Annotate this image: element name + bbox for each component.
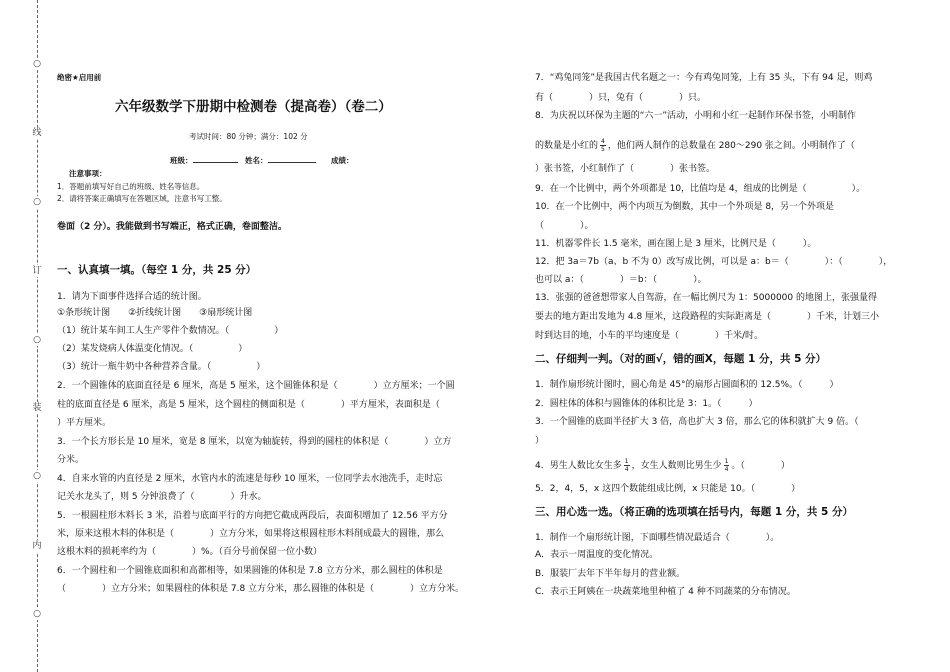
s3-q1: 1．制作一个扇形统计图，下面哪些情况最适合（ ）。 [535, 533, 780, 543]
s1-q8-line3: ）张书签，小红制作了（ ）张书签。 [535, 164, 716, 174]
s1-q1-a: （1）统计某车间工人生产零件个数情况。（ ） [57, 326, 284, 336]
binding-label-xian: 线 [32, 128, 42, 138]
fraction-denominator: 5 [601, 146, 605, 153]
s1-q12-line1: 12．把 3a＝7b（a、b 不为 0）改写成比例，可以是 a：b＝（ ）：（ ）， [535, 257, 893, 267]
s2-q4-text-b: ，女生人数则比男生少 [631, 461, 722, 471]
s3-q1-option-b: B．服装厂去年下半年每月的营业额。 [535, 569, 686, 579]
class-blank[interactable] [193, 162, 238, 163]
s1-q6-line1: 6．一个圆柱和一个圆锥底面积和高都相等，如果圆锥的体积是 7.8 立方分米，那么圆柱的体积是 [57, 566, 443, 576]
s1-q13-line2: 要去的地方距出发地为 4.8 厘米，这段路程的实际距离是（ ）千米，计划三小 [535, 312, 880, 322]
s3-q1-option-a: A．表示一周温度的变化情况。 [535, 550, 659, 560]
fraction-numerator: 1 [624, 458, 629, 465]
class-label: 班级： [170, 156, 193, 165]
notice-title: 注意事项： [69, 169, 107, 178]
s2-q4 [535, 458, 790, 473]
binding-circle-mark: ○ [31, 608, 43, 620]
binding-circle-mark: ○ [31, 334, 43, 346]
section2-title: 二、仔细判一判。（对的画√，错的画X，每题 1 分，共 5 分） [535, 353, 827, 365]
binding-strip [0, 0, 55, 672]
score-label: 成绩： [331, 156, 354, 165]
binding-circle-mark: ○ [31, 470, 43, 482]
s2-q3-line1: 3．一个圆锥的底面半径扩大 3 倍，高也扩大 3 倍，那么它的体积就扩大 9 倍。（ [535, 417, 859, 427]
fraction-denominator: 4 [724, 466, 729, 473]
s2-q4-text-a: 4．男生人数比女生多 [535, 461, 622, 471]
binding-circle-mark: ○ [31, 196, 43, 208]
s1-q12-line2: 也可以 a：（ ）＝b：（ ）。 [535, 275, 707, 285]
s1-q13-line3: 时到达目的地，小车的平均速度是（ ）千米/时。 [535, 331, 764, 341]
binding-label-nei: 内 [32, 541, 42, 551]
s1-q11: 11．机器零件长 1.5 毫米，画在图上是 3 厘米，比例尺是（ ）。 [535, 239, 817, 249]
s2-q4-fraction-2 [724, 458, 730, 473]
fraction-numerator: 1 [724, 458, 729, 465]
s3-q1-option-c: C．表示王阿姨在一块蔬菜地里种植了 4 种不同蔬菜的分布情况。 [535, 587, 796, 597]
section3-title: 三、用心选一选。（将正确的选项填在括号内，每题 1 分，共 5 分） [535, 506, 853, 518]
s2-q5: 5．2，4，5，x 这四个数能组成比例，x 只能是 10。（ ） [535, 484, 801, 494]
fraction-numerator: 4 [601, 138, 605, 145]
s2-q2: 2．圆柱体的体积与圆锥体的体积比是 3：1。（ ） [535, 399, 758, 409]
name-field [245, 155, 316, 167]
section1-title: 一、认真填一填。（每空 1 分，共 25 分） [57, 264, 257, 276]
s1-q5-line2: 米，原来这根木料的体积是（ ）立方分米，如果将这根圆柱形木料削成最大的圆锥，那么 [57, 529, 445, 539]
s1-q4-line1: 4．自来水管的内直径是 2 厘米，水管内水的流速是每秒 10 厘米，一位同学去水池洗手，走时忘 [57, 474, 443, 484]
s2-q3-line2: ） [535, 436, 545, 446]
s2-q4-text-c: 。（ ） [731, 461, 790, 471]
binding-label-ding: 订 [32, 266, 42, 276]
s1-q8-line1: 8．为庆祝以环保为主题的“六一”活动，小明和小红一起制作环保书签，小明制作 [535, 111, 857, 121]
s1-q7-line2: 有（ ）只，兔有（ ）只。 [535, 93, 707, 103]
s1-q3-line1: 3．一个长方形长是 10 厘米，宽是 8 厘米，以宽为轴旋转，得到的圆柱的体积是（ ）立方 [57, 437, 452, 447]
s1-q1-c: （3）统计一瓶牛奶中各种营养含量。（ ） [57, 362, 266, 372]
fraction-denominator: 4 [624, 466, 629, 473]
s1-q13-line1: 13．张强的爸爸想带家人自驾游，在一幅比例尺为 1：5000000 的地图上，张强量得 [535, 293, 877, 303]
s1-q8-fraction [600, 138, 606, 153]
s2-q4-fraction-1 [624, 458, 630, 473]
name-blank[interactable] [268, 162, 316, 163]
page-title: 六年级数学下册期中检测卷（提高卷）（卷二） [115, 99, 392, 115]
s1-q2-line2: 柱的底面直径是 6 厘米，高是 5 厘米，这个圆柱的侧面积是（ ）平方厘米，表面积是（ [57, 400, 440, 410]
s1-q3-line2: 分米。 [57, 455, 85, 465]
notice-item-2: 2．请将答案正确填写在答题区域，注意书写工整。 [57, 194, 227, 203]
secret-label: 绝密★启用前 [57, 73, 102, 82]
s2-q1: 1．制作扇形统计图时，圆心角是 45°的扇形占圆面积的 12.5%。（ ） [535, 380, 839, 390]
s1-q2-line1: 2．一个圆锥体的底面直径是 6 厘米，高是 5 厘米，这个圆锥体积是（ ）立方厘米；一个圆 [57, 381, 455, 391]
s1-q6-line2: （ ）立方分米；如果圆柱的体积是 7.8 立方分米，那么圆锥的体积是（ ）立方分米。 [57, 584, 465, 594]
s1-q8-text-a: 的数量是小红的 [535, 141, 599, 151]
class-field [170, 155, 238, 167]
notice-item-1: 1．答题前填写好自己的班级、姓名等信息。 [57, 182, 205, 191]
exam-info: 考试时间：80 分钟；满分：102 分 [189, 132, 308, 141]
s1-q9: 9．在一个比例中，两个外项都是 10，比值均是 4，组成的比例是（ ）。 [535, 184, 866, 194]
s1-q5-line3: 这根木料的损耗率约为（ ）%。（百分号前保留一位小数） [57, 547, 323, 557]
name-label: 姓名： [245, 156, 268, 165]
s1-q8-text-b: ，他们两人制作的总数量在 280～290 张之间。小明制作了（ [607, 141, 855, 151]
s1-q7-line1: 7．“鸡兔同笼”是我国古代名题之一：今有鸡兔同笼，上有 35 头，下有 94 足，则鸡 [535, 73, 873, 83]
s1-q8-line2 [535, 138, 855, 153]
s1-q10-line2: （ ）。 [535, 221, 594, 231]
s1-q1-options: ①条形统计图 ②折线统计图 ③扇形统计图 [57, 308, 253, 318]
binding-label-zhuang: 装 [32, 403, 42, 413]
neatness-note: 卷面（2 分）。我能做到书写端正，格式正确，卷面整洁。 [57, 222, 287, 232]
binding-circle-mark: ○ [31, 58, 43, 70]
s1-q1-stem: 1．请为下面事件选择合适的统计图。 [57, 292, 207, 302]
s1-q1-b: （2）某发烧病人体温变化情况。（ ） [57, 344, 248, 354]
s1-q2-line3: ）平方厘米。 [57, 418, 112, 428]
s1-q10-line1: 10．在一个比例中，两个内项互为倒数，其中一个外项是 8，另一个外项是 [535, 202, 835, 212]
s1-q4-line2: 记关水龙头了，则 5 分钟浪费了（ ）升水。 [57, 492, 267, 502]
s1-q5-line1: 5．一根圆柱形木料长 3 米，沿着与底面平行的方向把它截成两段后，表面积增加了 12.56 平方分 [57, 511, 448, 521]
